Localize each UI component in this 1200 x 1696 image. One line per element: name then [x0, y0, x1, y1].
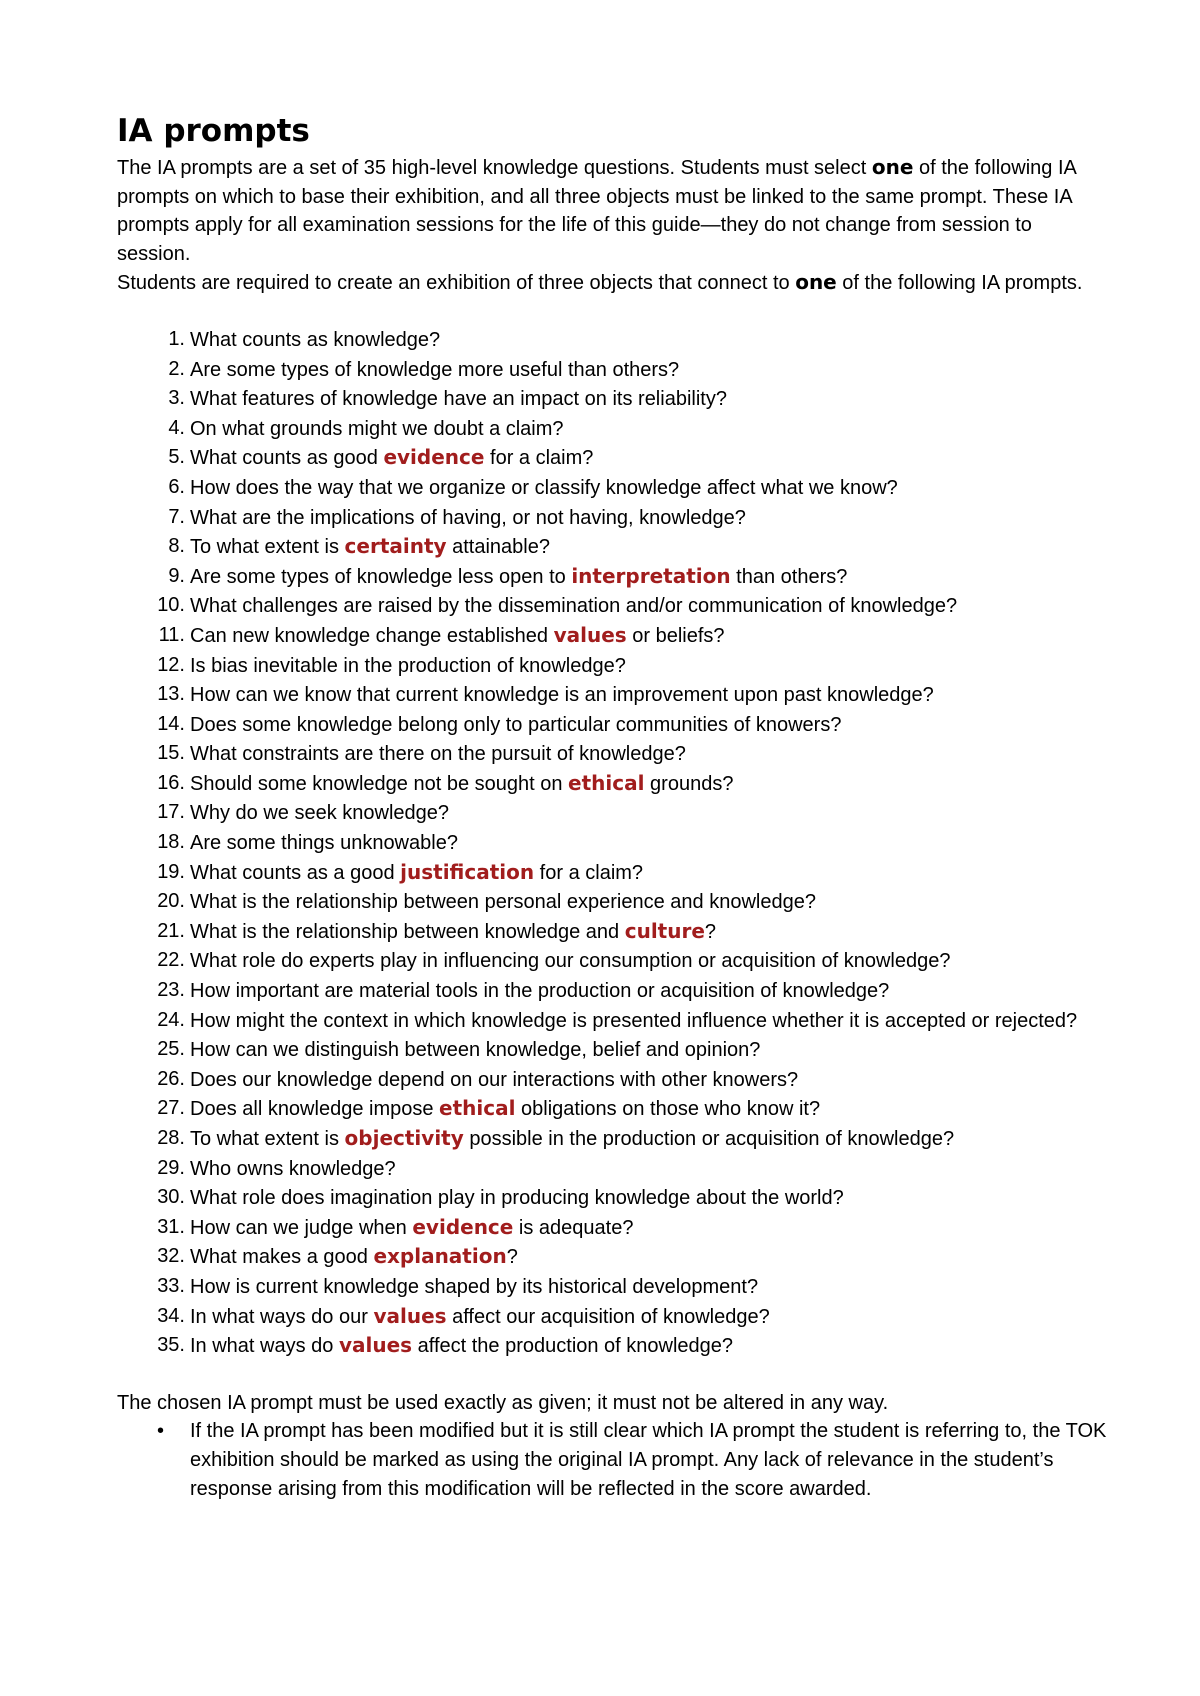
prompt-number: 27. [157, 1097, 185, 1120]
prompt-text: How can we distinguish between knowledge, belief and opinion? [190, 1039, 761, 1062]
prompt-text: What counts as good [190, 447, 384, 470]
prompt-number: 24. [157, 1008, 185, 1031]
prompt-text: In what ways do [190, 1335, 339, 1358]
prompt-text: obligations on those who know it? [515, 1098, 821, 1121]
list-item [117, 621, 1107, 651]
prompt-keyword: values [373, 1303, 447, 1328]
list-item [117, 384, 1107, 414]
prompt-keyword: certainty [344, 534, 447, 559]
prompt-number: 5. [168, 446, 185, 469]
prompt-number: 33. [157, 1274, 185, 1297]
prompt-number: 14. [157, 712, 185, 735]
prompt-text: Why do we seek knowledge? [190, 802, 450, 825]
intro-text: The IA prompts are a set of 35 high-level knowledge questions. Students must select [117, 157, 872, 179]
prompt-text: ? [506, 1246, 518, 1269]
prompt-number: 21. [157, 919, 185, 942]
list-item [117, 562, 1107, 592]
prompt-keyword: justification [400, 859, 535, 884]
prompt-text: Does our knowledge depend on our interactions with other knowers? [190, 1068, 799, 1091]
prompt-text: Does all knowledge impose [190, 1098, 440, 1121]
prompt-text: What constraints are there on the pursuit of knowledge? [190, 743, 686, 766]
list-item [117, 414, 1107, 444]
prompt-text: What are the implications of having, or not having, knowledge? [190, 506, 746, 529]
prompt-text: What makes a good [190, 1246, 374, 1269]
list-item [117, 1065, 1107, 1095]
list-item [117, 828, 1107, 858]
list-item [117, 473, 1107, 503]
prompt-text: How does the way that we organize or classify knowledge affect what we know? [190, 476, 898, 499]
list-item [117, 917, 1107, 947]
bullet-text: If the IA prompt has been modified but it is still clear which IA prompt the student is referring to, the TOK exhibition should be marked as using the original IA prompt. Any lack of relevance in the student’s response arising from this modification will be reflected in the score awarded. [190, 1420, 1107, 1500]
prompt-number: 4. [168, 416, 185, 439]
intro-text: of the following IA prompts on which to base their exhibition, and all three objects must be linked to the same prompt. These IA prompts apply for all examination sessions for the life of this guide—they do not change from session to session. [117, 157, 1076, 265]
prompt-text: Does some knowledge belong only to particular communities of knowers? [190, 713, 842, 736]
intro-text: of the following IA prompts. [836, 272, 1083, 295]
prompt-text: Should some knowledge not be sought on [190, 772, 569, 795]
prompt-number: 29. [157, 1156, 185, 1179]
prompt-text: for a claim? [534, 861, 644, 884]
prompt-number: 32. [157, 1245, 185, 1268]
list-item [117, 680, 1107, 710]
prompt-number: 34. [157, 1304, 185, 1327]
prompt-text: Can new knowledge change established [190, 624, 554, 647]
prompt-keyword: interpretation [571, 563, 731, 588]
prompt-number: 30. [157, 1186, 185, 1209]
prompt-text: affect the production of knowledge? [412, 1335, 734, 1358]
prompt-text: What challenges are raised by the dissemination and/or communication of knowledge? [190, 595, 958, 618]
prompt-text: ? [704, 920, 717, 943]
list-item [117, 1242, 1107, 1272]
list-item [117, 1272, 1107, 1302]
bullet-list [117, 1417, 1107, 1503]
emphasis-one: one [871, 155, 914, 179]
prompt-number: 16. [157, 771, 185, 794]
prompt-number: 23. [157, 979, 185, 1002]
prompt-text: attainable? [446, 536, 550, 559]
list-item [117, 503, 1107, 533]
prompt-keyword: explanation [373, 1244, 507, 1269]
prompt-number: 17. [157, 801, 185, 824]
prompt-text: or beliefs? [626, 624, 725, 647]
list-item [117, 946, 1107, 976]
prompt-keyword: culture [624, 918, 705, 943]
prompt-number: 28. [157, 1127, 185, 1149]
prompt-text: possible in the production or acquisition of knowledge? [463, 1128, 955, 1150]
prompt-text: How can we judge when [190, 1216, 413, 1239]
list-item [117, 798, 1107, 828]
list-item [117, 355, 1107, 385]
prompt-text: is adequate? [513, 1216, 634, 1239]
prompt-number: 35. [157, 1334, 185, 1357]
prompt-number: 12. [157, 653, 185, 676]
prompt-text: grounds? [644, 772, 734, 795]
intro-paragraph [117, 268, 1107, 298]
prompt-number: 2. [168, 357, 185, 380]
prompt-number: 19. [157, 860, 185, 883]
prompt-text: What counts as a good [190, 861, 401, 884]
prompt-number: 6. [168, 475, 185, 498]
prompt-number: 15. [157, 742, 185, 765]
list-item [117, 1006, 1107, 1036]
list-item [117, 325, 1107, 355]
prompt-number: 8. [168, 535, 185, 558]
prompt-text: How can we know that current knowledge is an improvement upon past knowledge? [190, 684, 934, 707]
prompt-number: 31. [157, 1215, 185, 1238]
prompt-text: than others? [730, 565, 848, 588]
prompt-number: 10. [157, 594, 185, 617]
prompt-number: 20. [157, 890, 185, 913]
prompt-keyword: values [553, 622, 627, 647]
list-item [117, 651, 1107, 681]
list-item [117, 1417, 1107, 1503]
note-paragraph: The chosen IA prompt must be used exactly as given; it must not be altered in any way. [117, 1391, 889, 1414]
list-item [117, 1213, 1107, 1243]
list-item [117, 710, 1107, 740]
prompt-number: 26. [157, 1067, 185, 1090]
prompt-list [117, 325, 1107, 1361]
prompt-number: 22. [157, 949, 185, 972]
prompt-number: 3. [168, 387, 185, 410]
prompt-keyword: evidence [383, 445, 485, 470]
prompt-text: Is bias inevitable in the production of knowledge? [190, 654, 626, 677]
prompt-text: Are some types of knowledge more useful than others? [190, 358, 680, 381]
prompt-number: 11. [158, 623, 185, 646]
prompt-keyword: values [338, 1333, 413, 1358]
bullet-icon: • [157, 1420, 165, 1443]
list-item [117, 858, 1107, 888]
prompt-number: 18. [157, 831, 185, 854]
list-item [117, 1124, 1107, 1154]
list-item [117, 769, 1107, 799]
list-item [117, 1331, 1107, 1361]
prompt-text: In what ways do our [190, 1305, 374, 1328]
list-item [117, 739, 1107, 769]
prompt-text: Who owns knowledge? [190, 1157, 396, 1180]
prompt-keyword: objectivity [344, 1126, 464, 1150]
list-item [117, 1183, 1107, 1213]
intro-text: Students are required to create an exhibition of three objects that connect to [117, 272, 796, 295]
prompt-text: affect our acquisition of knowledge? [446, 1305, 770, 1328]
prompt-keyword: evidence [412, 1214, 514, 1239]
prompt-text: How is current knowledge shaped by its historical development? [190, 1275, 759, 1298]
list-item [117, 1154, 1107, 1184]
prompt-keyword: ethical [439, 1096, 516, 1121]
emphasis-one: one [795, 270, 837, 295]
prompt-text: How might the context in which knowledge is presented influence whether it is accepted or rejected? [190, 1009, 1078, 1032]
list-item [117, 1094, 1107, 1124]
prompt-text: What counts as knowledge? [190, 328, 441, 351]
prompt-text: Are some things unknowable? [190, 832, 458, 855]
prompt-number: 7. [168, 505, 185, 528]
list-item [117, 443, 1107, 473]
prompt-text: Are some types of knowledge less open to [190, 565, 572, 588]
prompt-text: What is the relationship between personal experience and knowledge? [190, 891, 816, 914]
prompt-text: What role do experts play in influencing our consumption or acquisition of knowledge? [190, 950, 951, 973]
intro-paragraph [117, 153, 1107, 268]
prompt-keyword: ethical [568, 770, 645, 795]
list-item [117, 532, 1107, 562]
document-page [117, 112, 1107, 1503]
list-item [117, 887, 1107, 917]
list-item [117, 976, 1107, 1006]
prompt-number: 25. [157, 1038, 185, 1061]
list-item [117, 591, 1107, 621]
prompt-number: 13. [157, 683, 185, 706]
prompt-text: for a claim? [484, 447, 594, 470]
prompt-text: On what grounds might we doubt a claim? [190, 417, 564, 440]
prompt-number: 9. [168, 564, 185, 587]
prompt-text: What role does imagination play in producing knowledge about the world? [190, 1187, 844, 1210]
prompt-text: To what extent is [190, 536, 345, 559]
prompt-text: To what extent is [190, 1128, 345, 1150]
prompt-text: What features of knowledge have an impact on its reliability? [190, 388, 727, 411]
list-item [117, 1035, 1107, 1065]
prompt-number: 1. [168, 327, 185, 350]
prompt-text: How important are material tools in the production or acquisition of knowledge? [190, 980, 890, 1003]
page-title: IA prompts [117, 113, 310, 149]
list-item [117, 1302, 1107, 1332]
prompt-text: What is the relationship between knowledge and [190, 920, 625, 943]
